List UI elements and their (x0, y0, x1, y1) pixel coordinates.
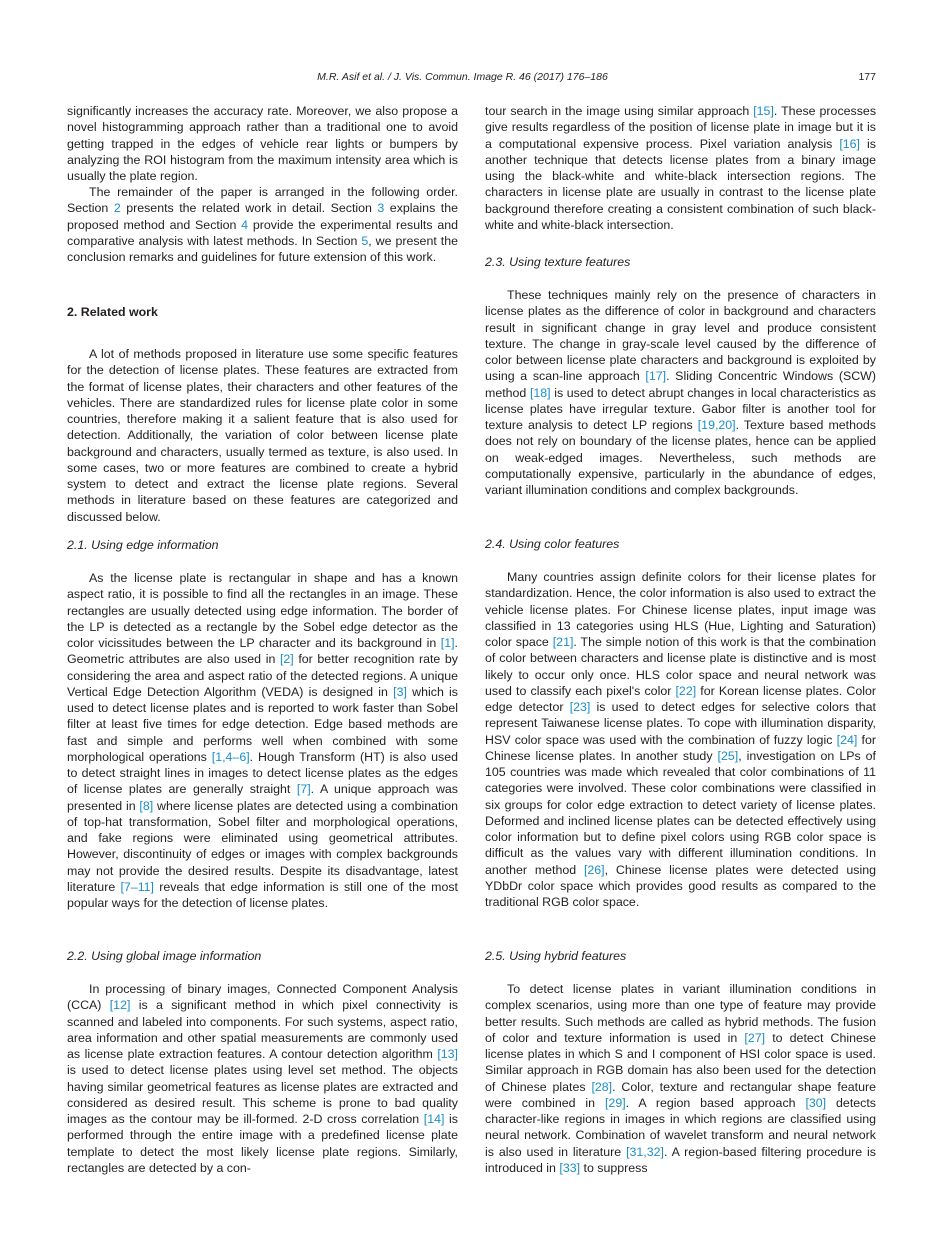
text-run: . These processes give results regardless of the position of license plate in image but it is a computational expensive process. Pixel variation analysis (485, 104, 877, 151)
text-run: . A region-based filtering procedure is introduced in (485, 1144, 876, 1175)
paragraph (67, 184, 458, 265)
citation-link[interactable]: [26] (583, 862, 605, 877)
text-run: detects character-like regions in images in which regions are classified using neural network. Combination of wavelet transform and neural network is also used in literature (485, 1095, 876, 1159)
citation-link[interactable]: [17] (645, 369, 667, 384)
citation-link[interactable]: [1] (440, 636, 455, 650)
citation-link[interactable]: [15] (753, 104, 774, 118)
text-run: to detect Chinese license plates in which S and I component of HSI color space is used. Similar approach in RGB domain has also been used for the detection of Chinese plates (485, 1030, 876, 1094)
citation-link[interactable]: [16] (839, 136, 860, 151)
text-run: explains the proposed method and Section (67, 201, 458, 232)
citation-link[interactable]: [2] (279, 652, 294, 667)
citation-link[interactable]: [14] (423, 1112, 445, 1126)
citation-link[interactable]: 3 (377, 201, 385, 216)
text-run: Many countries assign definite colors for their license plates for standardization. Hence, the color information is also used to extract the vehicle license plates. For Chinese license plates, input image was classified in 13 categories using HLS (Hue, Lighting and Saturation) color space (485, 570, 876, 649)
text-run: , investigation on LPs of 105 countries was made which revealed that color combinations of 11 categories were involved. These color combinations were classified in six groups for color edge extraction to detect variety of license plates. Deformed and inclined license plates can be detected effectively using color information but to define pixel colors using RGB color space is difficult as the values vary with different illumination conditions. In another method (485, 748, 877, 877)
citation-link[interactable]: [29] (604, 1095, 626, 1110)
subsection-heading: 2.3. Using texture features (485, 255, 631, 269)
citation-link[interactable]: 5 (361, 233, 369, 248)
text-run: provide the experimental results and comparative analysis with latest methods. In Section (67, 217, 458, 248)
citation-link[interactable]: [7] (296, 782, 311, 797)
subsection-heading: 2.1. Using edge information (67, 538, 219, 552)
text-run: The remainder of the paper is arranged in the following order. Section (67, 185, 458, 216)
text-run: . Sliding Concentric Windows (SCW) method (485, 369, 876, 400)
text-run: . The simple notion of this work is that the combination of color between characters and license plate is distinctive and is most likely to occur only once. HLS color space and neural network was used to classify each pixel's color (485, 635, 876, 698)
subsection-heading: 2.5. Using hybrid features (485, 949, 627, 963)
paragraph (67, 981, 458, 1176)
citation-link[interactable]: [33] (559, 1160, 581, 1175)
citation-link[interactable]: [3] (393, 684, 407, 699)
citation-link[interactable]: [23] (569, 700, 591, 714)
citation-link[interactable]: [31,32] (626, 1144, 664, 1159)
citation-link[interactable]: [21] (552, 635, 574, 649)
paragraph (67, 103, 458, 184)
text-run: tour search in the image using similar approach (485, 104, 754, 118)
citation-link[interactable]: [12] (109, 998, 131, 1013)
paragraph (485, 569, 876, 910)
citation-link[interactable]: [28] (591, 1079, 613, 1094)
text-run: To detect license plates in variant illumination conditions in complex scenarios, using more than one type of feature may provide better results. Such methods are called as hybrid methods. The fusion of color and texture information is used in (485, 982, 876, 1045)
page-number: 177 (858, 71, 876, 83)
text-run: is performed through the entire image with a predefined license plate template to detect the most likely license plate regions. Similarly, rectangles are detected by a con- (67, 1112, 458, 1175)
section-heading: 2. Related work (67, 305, 158, 319)
paragraph (67, 346, 458, 525)
text-run: significantly increases the accuracy rate. Moreover, we also propose a novel histogramming approach rather than a traditional one to avoid getting trapped in the edges of vehicle rear lights or bumpers by analyzing the ROI histogram from the maximum intensity area which is usually the plate region. (67, 104, 458, 183)
citation-link[interactable]: [25] (717, 748, 739, 763)
text-run: is another technique that detects license plates from a binary image using the black-white and white-black intersection regions. The characters in license plate are usually in contrast to the license plate background therefore creating a consistent combination of such black-white and white-black intersection. (485, 136, 876, 232)
text-run: is used to detect abrupt changes in local characteristics as license plates have irregular texture. Gabor filter is another tool for texture analysis to detect LP regions (485, 385, 876, 432)
text-run: . Hough Transform (HT) is also used to detect straight lines in images to detect license plates as the edges of license plates are generally straight (67, 749, 458, 797)
text-run: is used to detect license plates using level set method. The objects having similar geometrical features as license plates are extracted and considered as desired result. This scheme is prone to bad quality images as the contour may be ill-formed. 2-D cross correlation (67, 1063, 458, 1126)
text-run: A lot of methods proposed in literature use some specific features for the detection of license plates. These features are extracted from the format of license plates, their characters and other features of the vehicles. There are standardized rules for license plate color in some countries, therefore making it a salient feature that is also used for detection. Additionally, the variation of color between license plate background and characters, usually termed as texture, is also used. In some cases, two or more features are combined to create a hybrid system to detect and extract the license plate regions. Several methods in literature based on these features are categorized and discussed below. (67, 347, 458, 524)
text-run: These techniques mainly rely on the presence of characters in license plates as the difference of color in background and characters result in significant change in gray level and produce consistent texture. The change in gray-scale level caused by the difference of color between license plate characters and background is exploited by using a scan-line approach (485, 288, 876, 384)
text-run: for better recognition rate by considering the area and aspect ratio of the detected regions. A unique Vertical Edge Detection Algorithm (VEDA) is designed in (67, 652, 458, 699)
text-run: . A unique approach was presented in (67, 782, 458, 813)
paragraph (485, 981, 876, 1176)
citation-link[interactable]: [24] (836, 732, 858, 747)
paragraph (485, 287, 876, 498)
text-run: is a significant method in which pixel connectivity is scanned and labeled into components. For such systems, aspect ratio, area information and other spatial measurements are commonly used as license plate extraction features. A contour detection algorithm (67, 998, 458, 1061)
paragraph (485, 103, 876, 233)
text-run: reveals that edge information is still one of the most popular ways for the detection of license plates. (67, 879, 458, 910)
running-head: M.R. Asif et al. / J. Vis. Commun. Image R. 46 (2017) 176–186 (317, 71, 608, 83)
citation-link[interactable]: [8] (139, 798, 154, 813)
text-run: , Chinese license plates were detected using YDbDr color space which provides good results as compared to the traditional RGB color space. (485, 862, 876, 909)
text-run: to suppress (580, 1160, 648, 1175)
subsection-heading: 2.2. Using global image information (67, 949, 262, 963)
citation-link[interactable]: [19,20] (697, 418, 736, 432)
text-run: , we present the conclusion remarks and guidelines for future extension of this work. (67, 233, 458, 264)
citation-link[interactable]: [22] (675, 683, 697, 698)
text-run: which is used to detect license plates and is reported to work faster than Sobel filter at least five times for edge detection. Edge based methods are fast and simple and performs well when combined with some morphological operations (67, 684, 458, 764)
text-run: . Color, texture and rectangular shape feature were combined in (485, 1079, 876, 1110)
text-run: where license plates are detected using a combination of top-hat transformation, Sobel filter and morphological operations, and fake regions were eliminated using geometrical attributes. However, discontinuity of edges or images with complex backgrounds may not provide the desired results. Despite its disadvantage, latest literature (67, 798, 458, 894)
text-run: As the license plate is rectangular in shape and has a known aspect ratio, it is possible to find all the rectangles in an image. These rectangles are usually detected using edge information. The border of the LP is detected as a rectangle by the Sobel edge detector as the color vicissitudes between the LP character and its background in (67, 571, 458, 650)
text-run: for Chinese license plates. In another study (485, 732, 877, 763)
text-run: In processing of binary images, Connected Component Analysis (CCA) (67, 982, 458, 1013)
subsection-heading: 2.4. Using color features (485, 537, 620, 551)
text-run: for Korean license plates. Color edge detector (485, 683, 876, 714)
text-run: is used to detect edges for selective colors that represent Taiwanese license plates. To cope with illumination disparity, HSV color space was used with the combination of fuzzy logic (485, 700, 876, 747)
citation-link[interactable]: [30] (805, 1095, 827, 1110)
text-run: . A region based approach (625, 1095, 806, 1110)
citation-link[interactable]: [1,4–6] (211, 749, 250, 764)
text-run: . Texture based methods does not rely on boundary of the license plates, hence can be applied on weak-edged images. Nevertheless, such methods are computationally expensive, particularly in the abundance of edges, variant illumination conditions and complex backgrounds. (485, 418, 876, 497)
citation-link[interactable]: [7–11] (120, 879, 154, 894)
citation-link[interactable]: [18] (529, 385, 551, 400)
text-run: presents the related work in detail. Section (120, 201, 378, 216)
citation-link[interactable]: [13] (437, 1047, 458, 1061)
paragraph (67, 570, 458, 911)
citation-link[interactable]: [27] (744, 1030, 766, 1045)
text-run: . Geometric attributes are also used in (67, 636, 458, 667)
citation-link[interactable]: 2 (113, 201, 121, 216)
citation-link[interactable]: 4 (241, 217, 249, 232)
